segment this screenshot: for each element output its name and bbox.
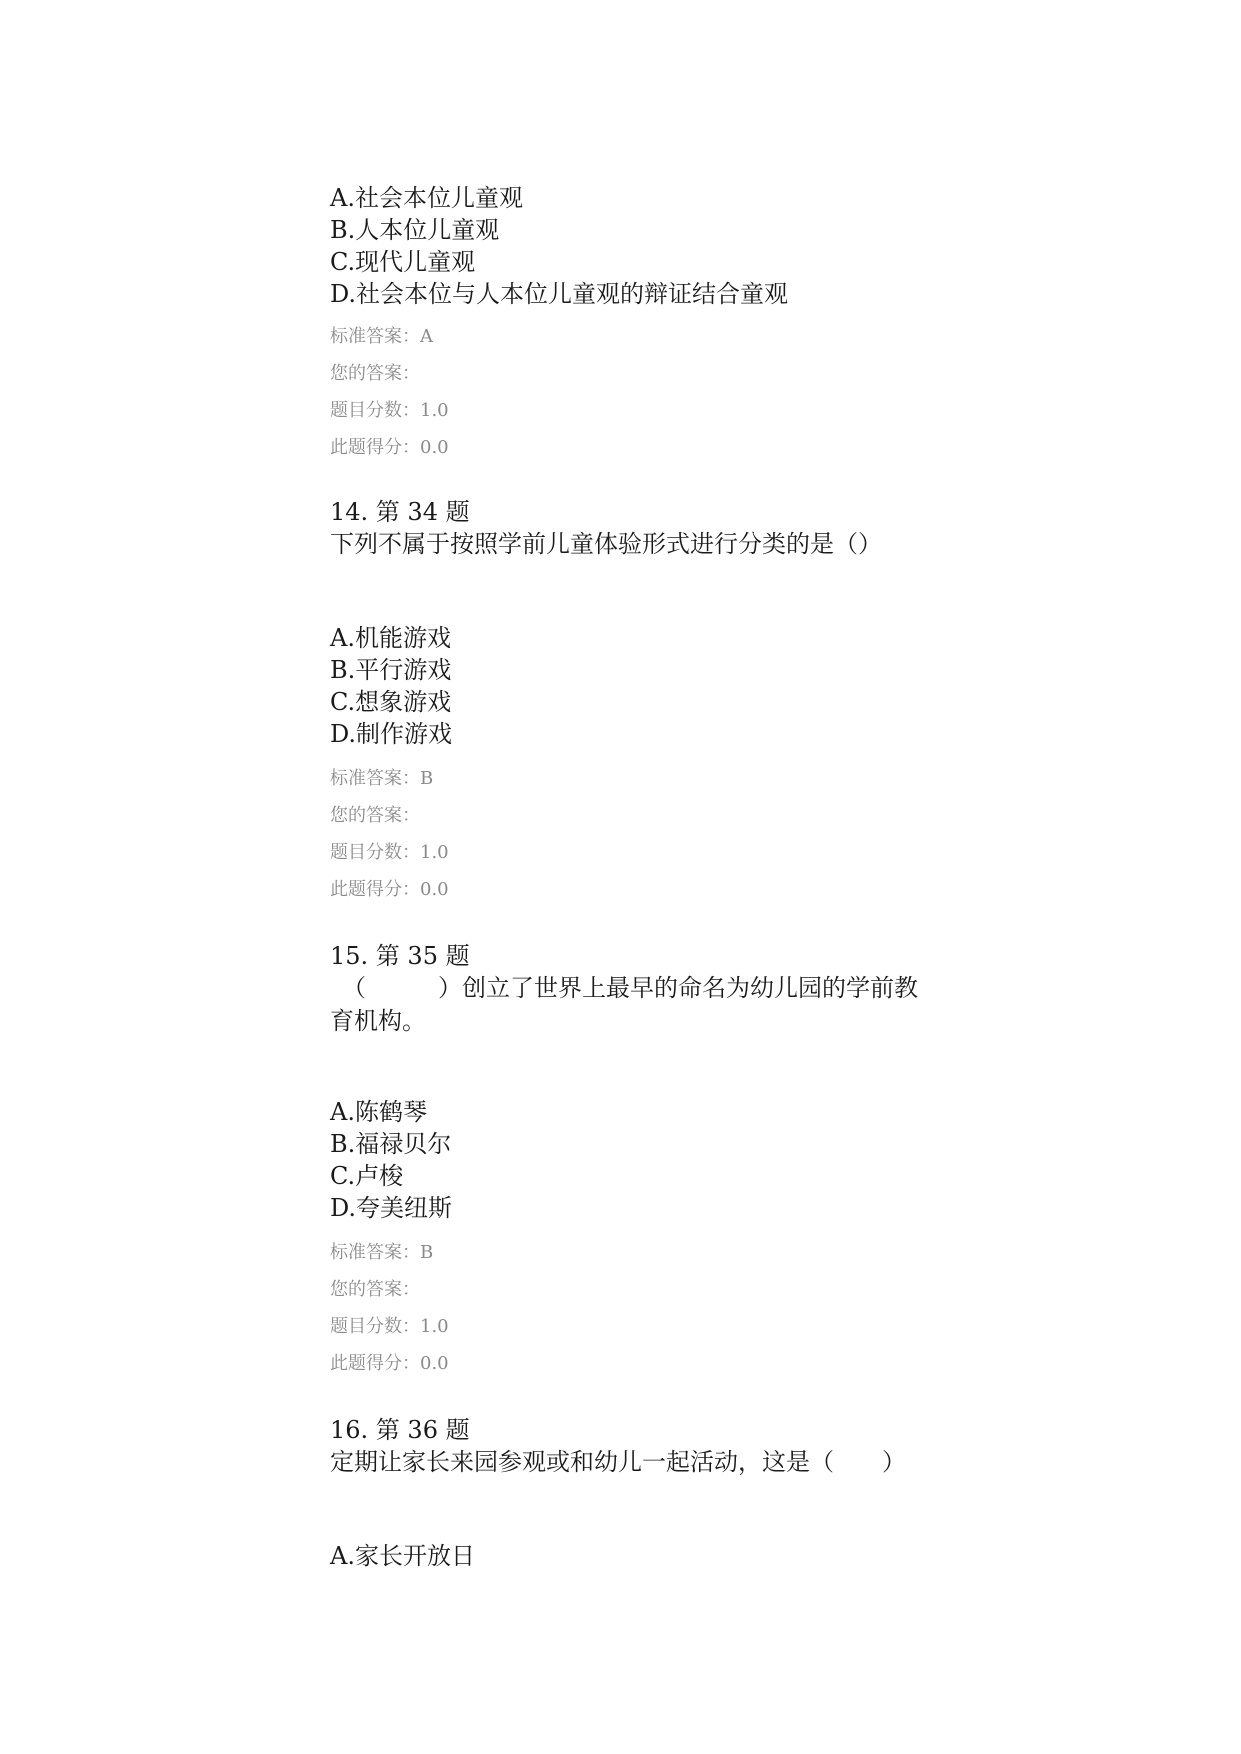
- option-d: D.夸美纽斯: [330, 1194, 453, 1222]
- question-16: [330, 1414, 1130, 1478]
- your-answer: 您的答案：: [330, 1279, 420, 1300]
- question-15-options: [330, 1096, 1130, 1224]
- question-heading: 16. 第 36 题: [330, 1416, 470, 1444]
- question-text: 下列不属于按照学前儿童体验形式进行分类的是（）: [330, 530, 882, 558]
- question-score: 题目分数：1.0: [330, 400, 449, 421]
- question-score: 题目分数：1.0: [330, 842, 449, 863]
- question-14-options: [330, 622, 1130, 750]
- option-b: B.人本位儿童观: [330, 216, 500, 244]
- option-d: D.社会本位与人本位儿童观的辩证结合童观: [330, 280, 789, 308]
- option-a: A.家长开放日: [330, 1542, 475, 1570]
- question-heading: 15. 第 35 题: [330, 942, 470, 970]
- standard-answer: 标准答案：A: [330, 326, 433, 347]
- option-b: B.福禄贝尔: [330, 1130, 452, 1158]
- standard-answer: 标准答案：B: [330, 1242, 434, 1263]
- option-c: C.想象游戏: [330, 688, 452, 716]
- question-15: [330, 940, 1130, 1038]
- earned-score: 此题得分：0.0: [330, 1353, 449, 1374]
- your-answer: 您的答案：: [330, 363, 420, 384]
- earned-score: 此题得分：0.0: [330, 437, 449, 458]
- question-score: 题目分数：1.0: [330, 1316, 449, 1337]
- option-c: C.卢梭: [330, 1162, 404, 1190]
- option-d: D.制作游戏: [330, 720, 453, 748]
- your-answer: 您的答案：: [330, 805, 420, 826]
- option-b: B.平行游戏: [330, 656, 452, 684]
- option-a: A.陈鹤琴: [330, 1098, 427, 1126]
- earned-score: 此题得分：0.0: [330, 879, 449, 900]
- question-13-meta: [330, 318, 1130, 466]
- question-heading: 14. 第 34 题: [330, 498, 470, 526]
- question-text: 定期让家长来园参观或和幼儿一起活动，这是（ ）: [330, 1448, 906, 1476]
- option-c: C.现代儿童观: [330, 248, 476, 276]
- question-16-options: [330, 1540, 1130, 1572]
- question-14-meta: [330, 760, 1130, 908]
- question-14: [330, 496, 1130, 560]
- option-a: A.社会本位儿童观: [330, 184, 523, 212]
- question-15-meta: [330, 1234, 1130, 1382]
- question-text: （ ）创立了世界上最早的命名为幼儿园的学前教育机构。: [330, 974, 918, 1035]
- option-a: A.机能游戏: [330, 624, 451, 652]
- question-13-options: [330, 182, 1130, 310]
- standard-answer: 标准答案：B: [330, 768, 434, 789]
